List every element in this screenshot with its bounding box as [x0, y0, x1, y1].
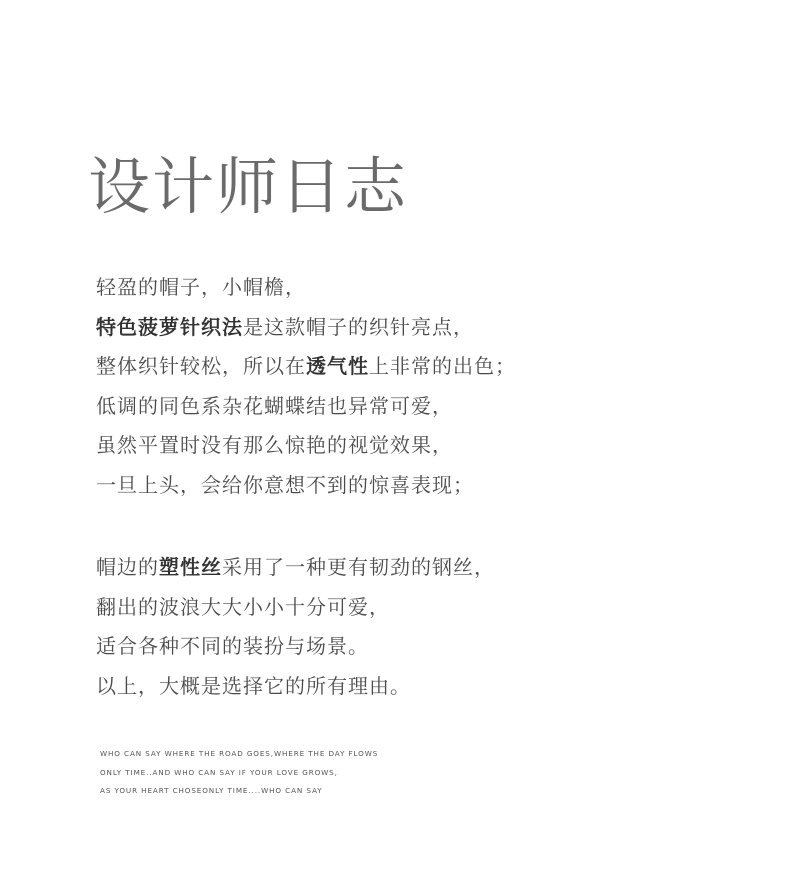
text-line: 一旦上头，会给你意想不到的惊喜表现；: [96, 472, 474, 497]
description-paragraph-1: [96, 268, 516, 505]
english-quote: [100, 745, 378, 801]
text-line: 特色菠萝针织法是这款帽子的织针亮点，: [96, 314, 474, 339]
quote-line: ONLY TIME..AND WHO CAN SAY IF YOUR LOVE GROWS,: [100, 767, 338, 777]
quote-line: AS YOUR HEART CHOSEONLY TIME....WHO CAN SAY: [100, 786, 323, 795]
text-line: 帽边的塑性丝采用了一种更有韧劲的钢丝，: [96, 555, 495, 579]
page-title: 设计师日志: [88, 150, 409, 223]
text-line: 轻盈的帽子，小帽檐，: [96, 275, 306, 299]
text-line: 适合各种不同的装扮与场景。: [96, 634, 369, 658]
text-line: 虽然平置时没有那么惊艳的视觉效果，: [96, 433, 453, 457]
description-paragraph-2: [96, 548, 495, 706]
text-line: 以上，大概是选择它的所有理由。: [96, 673, 411, 698]
quote-line: WHO CAN SAY WHERE THE ROAD GOES,WHERE THE DAY FLOWS: [100, 749, 379, 758]
text-line: 整体织针较松，所以在透气性上非常的出色；: [96, 354, 516, 378]
text-line: 低调的同色系杂花蝴蝶结也异常可爱，: [96, 393, 453, 418]
text-line: 翻出的波浪大大小小十分可爱，: [96, 594, 390, 619]
